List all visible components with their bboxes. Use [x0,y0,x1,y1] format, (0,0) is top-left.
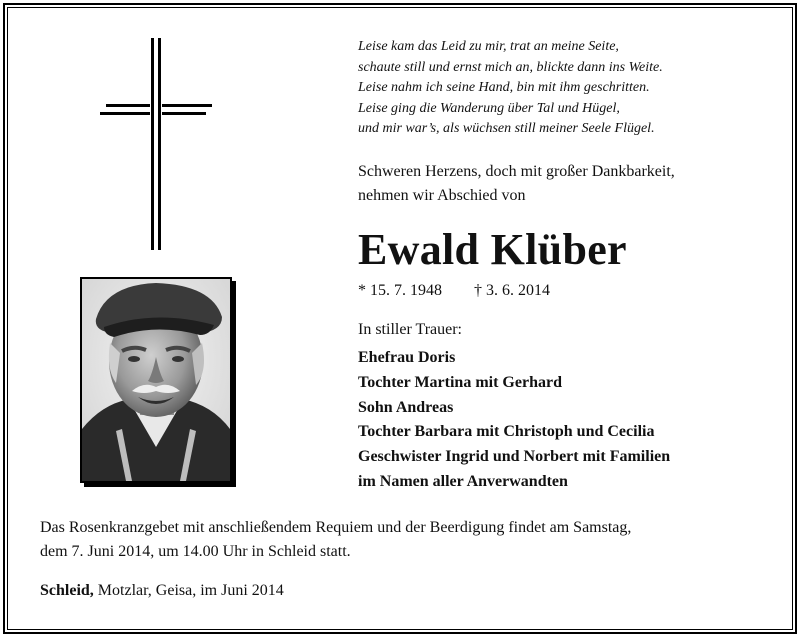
mourner-entry: Ehefrau Doris [358,349,456,366]
cross-icon [98,38,214,250]
mourner-entry: Tochter Martina mit Gerhard [358,373,562,391]
mourning-label: In stiller Trauer: [358,321,462,338]
birth-date: * 15. 7. 1948 [358,282,442,299]
death-date: † 3. 6. 2014 [474,282,550,299]
mourner-entry: Geschwister Ingrid und Norbert mit Familien [358,448,671,466]
place-main: Schleid, [40,582,94,599]
poem-line: und mir war’s, als wüchsen still meiner Seele Flügel. [358,121,655,136]
poem-line: Leise nahm ich seine Hand, bin mit ihm geschritten. [358,80,650,95]
mourner-entry: Tochter Barbara mit Christoph und Cecilia [358,423,655,441]
poem-line: schaute still und ernst mich an, blickte dann ins Weite. [358,59,663,75]
place-and-date [40,580,284,602]
deceased-name: Ewald Klüber [358,225,627,274]
poem [358,37,778,140]
farewell-intro [358,160,778,208]
poem-line: Leise kam das Leid zu mir, trat an meine Seite, [358,39,619,54]
portrait-frame [80,277,232,483]
portrait-photo [80,277,236,487]
service-line: dem 7. Juni 2014, um 14.00 Uhr in Schleid statt. [40,543,351,560]
intro-line: Schweren Herzens, doch mit großer Dankbarkeit, [358,163,675,180]
mourner-entry: Sohn Andreas [358,398,454,416]
poem-line: Leise ging die Wanderung über Tal und Hügel, [358,100,620,116]
service-line: Das Rosenkranzgebet mit anschließendem Requiem und der Beerdigung findet am Samstag, [40,519,632,536]
mourner-entry: im Namen aller Anverwandten [358,472,568,490]
portrait-image [82,279,230,481]
mourners-list [358,346,778,495]
life-dates [358,281,550,301]
intro-line: nehmen wir Abschied von [358,187,526,204]
place-rest: Motzlar, Geisa, im Juni 2014 [93,582,284,599]
service-announcement [40,516,780,564]
